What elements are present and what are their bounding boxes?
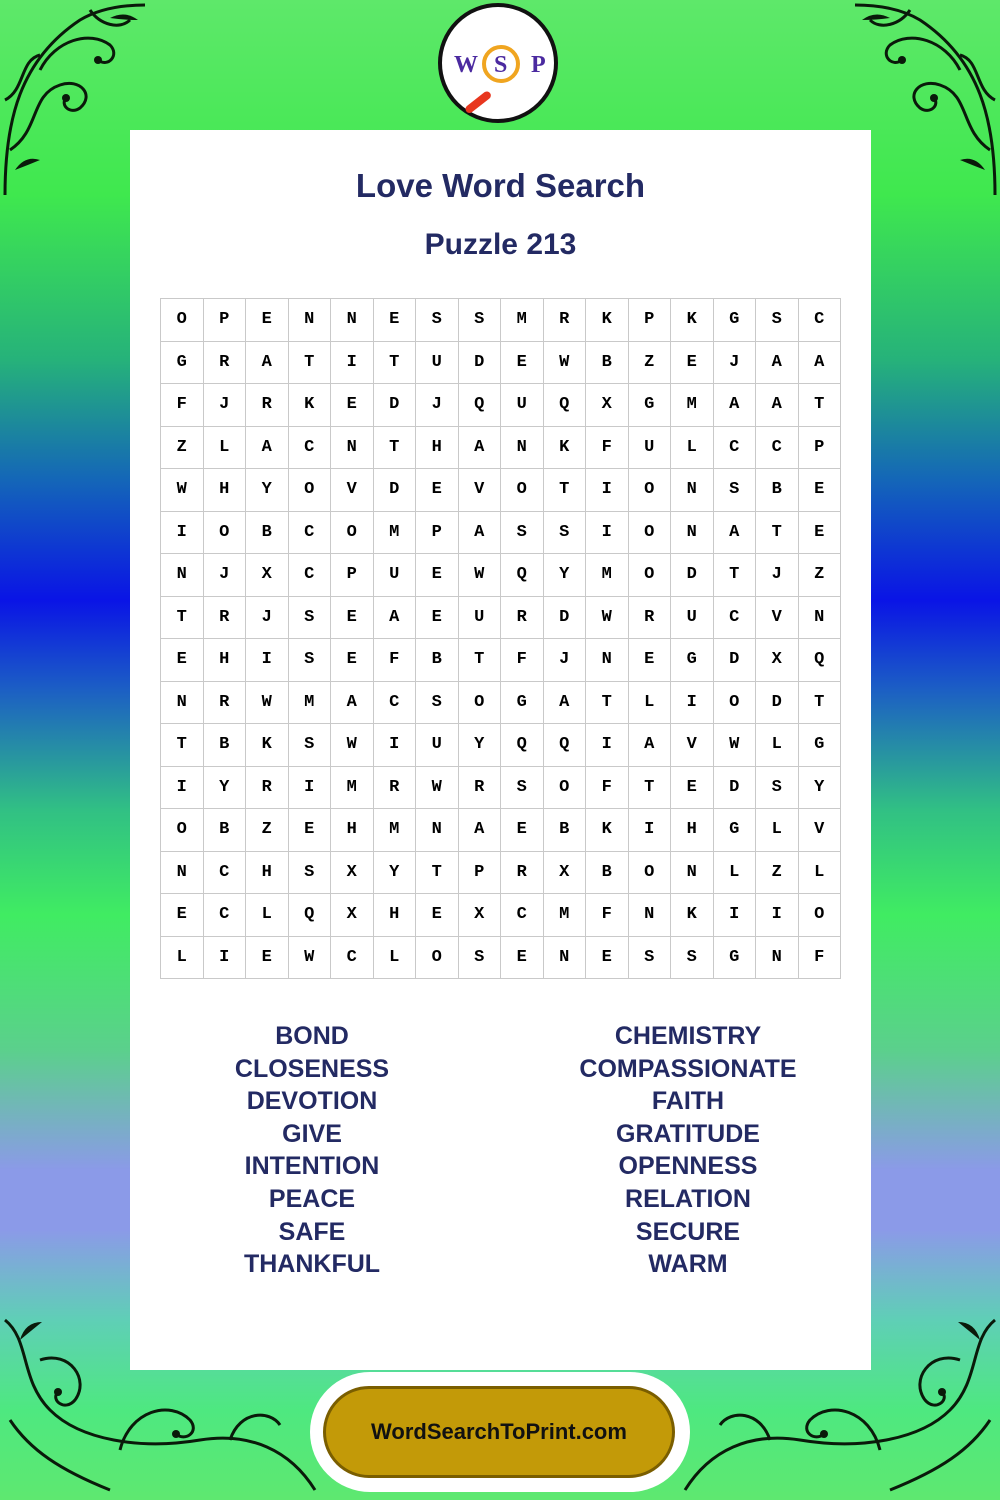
grid-cell[interactable]: E: [671, 342, 714, 385]
word-list-left: [162, 1020, 462, 1281]
grid-cell[interactable]: T: [714, 554, 757, 597]
grid-cell[interactable]: R: [501, 597, 544, 640]
grid-cell[interactable]: B: [204, 724, 247, 767]
grid-cell[interactable]: W: [416, 767, 459, 810]
grid-cell[interactable]: T: [374, 342, 417, 385]
grid-cell[interactable]: T: [161, 597, 204, 640]
grid-cell[interactable]: T: [756, 512, 799, 555]
word-list-item: PEACE: [268, 1184, 356, 1213]
grid-cell[interactable]: V: [756, 597, 799, 640]
grid-cell[interactable]: W: [289, 937, 332, 980]
grid-cell[interactable]: F: [586, 427, 629, 470]
grid-cell[interactable]: A: [714, 384, 757, 427]
grid-cell[interactable]: O: [629, 554, 672, 597]
grid-cell[interactable]: E: [416, 894, 459, 937]
grid-cell[interactable]: B: [586, 852, 629, 895]
grid-cell[interactable]: O: [629, 852, 672, 895]
word-list-item: OPENNESS: [618, 1152, 758, 1181]
grid-cell[interactable]: F: [586, 894, 629, 937]
grid-cell[interactable]: E: [629, 639, 672, 682]
grid-cell[interactable]: L: [799, 852, 842, 895]
puzzle-number: Puzzle 213: [424, 228, 577, 261]
grid-cell[interactable]: S: [289, 597, 332, 640]
grid-cell[interactable]: U: [374, 554, 417, 597]
grid-cell[interactable]: D: [374, 384, 417, 427]
grid-cell[interactable]: L: [629, 682, 672, 725]
word-list-item: BOND: [275, 1022, 349, 1050]
grid-cell[interactable]: E: [246, 299, 289, 342]
grid-cell[interactable]: S: [501, 512, 544, 555]
grid-cell[interactable]: K: [586, 299, 629, 342]
grid-cell[interactable]: O: [714, 682, 757, 725]
grid-cell[interactable]: E: [671, 767, 714, 810]
grid-cell[interactable]: V: [459, 469, 502, 512]
grid-cell[interactable]: I: [204, 937, 247, 980]
grid-cell[interactable]: A: [459, 809, 502, 852]
grid-cell[interactable]: M: [289, 682, 332, 725]
grid-cell[interactable]: Y: [204, 767, 247, 810]
grid-cell[interactable]: N: [416, 809, 459, 852]
grid-cell[interactable]: R: [459, 767, 502, 810]
grid-cell[interactable]: J: [756, 554, 799, 597]
grid-cell[interactable]: S: [714, 469, 757, 512]
grid-cell[interactable]: J: [714, 342, 757, 385]
puzzle-sheet: [130, 130, 871, 1370]
grid-cell[interactable]: H: [204, 639, 247, 682]
grid-cell[interactable]: S: [416, 299, 459, 342]
grid-cell[interactable]: G: [501, 682, 544, 725]
grid-cell[interactable]: D: [714, 639, 757, 682]
grid-cell[interactable]: C: [714, 427, 757, 470]
grid-cell[interactable]: F: [374, 639, 417, 682]
grid-cell[interactable]: A: [459, 512, 502, 555]
grid-cell[interactable]: I: [586, 512, 629, 555]
logo-letter-p: P: [531, 52, 546, 78]
grid-cell[interactable]: G: [161, 342, 204, 385]
grid-cell[interactable]: S: [544, 512, 587, 555]
grid-cell[interactable]: T: [629, 767, 672, 810]
grid-cell[interactable]: P: [799, 427, 842, 470]
grid-cell[interactable]: E: [501, 937, 544, 980]
grid-cell[interactable]: R: [374, 767, 417, 810]
grid-cell[interactable]: Y: [799, 767, 842, 810]
grid-cell[interactable]: K: [289, 384, 332, 427]
grid-cell[interactable]: D: [671, 554, 714, 597]
word-list-item: THANKFUL: [243, 1250, 381, 1279]
grid-cell[interactable]: C: [756, 427, 799, 470]
grid-cell[interactable]: I: [161, 512, 204, 555]
grid-cell[interactable]: T: [459, 639, 502, 682]
grid-cell[interactable]: X: [756, 639, 799, 682]
grid-cell[interactable]: W: [586, 597, 629, 640]
grid-cell[interactable]: E: [374, 299, 417, 342]
grid-cell[interactable]: E: [331, 639, 374, 682]
grid-cell[interactable]: K: [671, 894, 714, 937]
grid-cell[interactable]: A: [756, 384, 799, 427]
grid-cell[interactable]: V: [331, 469, 374, 512]
grid-cell[interactable]: C: [374, 682, 417, 725]
grid-cell[interactable]: O: [799, 894, 842, 937]
grid-cell[interactable]: J: [416, 384, 459, 427]
grid-cell[interactable]: H: [671, 809, 714, 852]
grid-cell[interactable]: I: [331, 342, 374, 385]
grid-cell[interactable]: X: [246, 554, 289, 597]
word-list-item: RELATION: [625, 1184, 751, 1213]
grid-cell[interactable]: S: [289, 639, 332, 682]
grid-cell[interactable]: P: [459, 852, 502, 895]
grid-cell[interactable]: C: [714, 597, 757, 640]
grid-cell[interactable]: C: [204, 894, 247, 937]
logo-letter-w: W: [454, 52, 478, 78]
grid-cell[interactable]: D: [756, 682, 799, 725]
word-list-item: GRATITUDE: [616, 1119, 760, 1148]
grid-cell[interactable]: C: [289, 512, 332, 555]
letter-grid: [160, 298, 841, 979]
grid-cell[interactable]: G: [799, 724, 842, 767]
grid-cell[interactable]: W: [331, 724, 374, 767]
grid-cell[interactable]: E: [416, 469, 459, 512]
grid-cell[interactable]: E: [161, 894, 204, 937]
grid-cell[interactable]: W: [544, 342, 587, 385]
grid-cell[interactable]: E: [501, 809, 544, 852]
grid-cell[interactable]: S: [459, 937, 502, 980]
grid-cell[interactable]: R: [246, 767, 289, 810]
word-list-item: COMPASSIONATE: [579, 1054, 797, 1083]
grid-cell[interactable]: S: [459, 299, 502, 342]
grid-cell[interactable]: U: [671, 597, 714, 640]
grid-cell[interactable]: Y: [459, 724, 502, 767]
grid-cell[interactable]: Z: [756, 852, 799, 895]
grid-cell[interactable]: K: [586, 809, 629, 852]
grid-cell[interactable]: Z: [246, 809, 289, 852]
grid-cell[interactable]: E: [416, 554, 459, 597]
grid-cell[interactable]: C: [289, 427, 332, 470]
grid-cell[interactable]: I: [586, 724, 629, 767]
grid-cell[interactable]: S: [289, 852, 332, 895]
grid-cell[interactable]: Q: [289, 894, 332, 937]
grid-cell[interactable]: U: [416, 342, 459, 385]
grid-cell[interactable]: T: [416, 852, 459, 895]
word-list-item: WARM: [648, 1250, 728, 1279]
grid-cell[interactable]: N: [586, 639, 629, 682]
grid-cell[interactable]: N: [161, 682, 204, 725]
grid-cell[interactable]: G: [714, 937, 757, 980]
grid-cell[interactable]: E: [416, 597, 459, 640]
corner-ornament-top-left: [0, 0, 150, 200]
grid-cell[interactable]: B: [756, 469, 799, 512]
word-list-item: INTENTION: [244, 1152, 380, 1181]
grid-cell[interactable]: C: [204, 852, 247, 895]
grid-cell[interactable]: D: [714, 767, 757, 810]
grid-cell[interactable]: O: [289, 469, 332, 512]
grid-cell[interactable]: P: [331, 554, 374, 597]
grid-cell[interactable]: E: [501, 342, 544, 385]
site-logo[interactable]: [438, 3, 558, 123]
grid-cell[interactable]: B: [204, 809, 247, 852]
grid-cell[interactable]: N: [501, 427, 544, 470]
grid-cell[interactable]: Y: [374, 852, 417, 895]
grid-cell[interactable]: I: [586, 469, 629, 512]
grid-cell[interactable]: L: [204, 427, 247, 470]
grid-cell[interactable]: W: [161, 469, 204, 512]
grid-cell[interactable]: R: [544, 299, 587, 342]
word-list-right: [538, 1020, 838, 1281]
grid-cell[interactable]: T: [799, 682, 842, 725]
grid-cell[interactable]: O: [161, 299, 204, 342]
grid-cell[interactable]: F: [161, 384, 204, 427]
grid-cell[interactable]: X: [331, 894, 374, 937]
grid-cell[interactable]: O: [204, 512, 247, 555]
grid-cell[interactable]: N: [544, 937, 587, 980]
word-list-item: CLOSENESS: [234, 1054, 390, 1083]
grid-cell[interactable]: B: [416, 639, 459, 682]
grid-cell[interactable]: E: [246, 937, 289, 980]
grid-cell[interactable]: U: [416, 724, 459, 767]
grid-cell[interactable]: J: [544, 639, 587, 682]
grid-cell[interactable]: N: [161, 554, 204, 597]
grid-cell[interactable]: A: [714, 512, 757, 555]
grid-cell[interactable]: I: [374, 724, 417, 767]
grid-cell[interactable]: R: [204, 597, 247, 640]
grid-cell[interactable]: U: [459, 597, 502, 640]
grid-cell[interactable]: W: [246, 682, 289, 725]
grid-cell[interactable]: Q: [459, 384, 502, 427]
grid-cell[interactable]: P: [629, 299, 672, 342]
grid-cell[interactable]: N: [671, 469, 714, 512]
grid-cell[interactable]: S: [629, 937, 672, 980]
grid-cell[interactable]: G: [714, 299, 757, 342]
grid-cell[interactable]: B: [246, 512, 289, 555]
grid-cell[interactable]: N: [671, 852, 714, 895]
grid-cell[interactable]: A: [374, 597, 417, 640]
grid-cell[interactable]: P: [416, 512, 459, 555]
grid-cell[interactable]: V: [799, 809, 842, 852]
grid-cell[interactable]: N: [671, 512, 714, 555]
grid-cell[interactable]: Y: [246, 469, 289, 512]
word-list-item: CHEMISTRY: [614, 1022, 762, 1050]
grid-cell[interactable]: I: [714, 894, 757, 937]
grid-cell[interactable]: M: [331, 767, 374, 810]
grid-cell[interactable]: N: [799, 597, 842, 640]
grid-cell[interactable]: Q: [544, 384, 587, 427]
grid-cell[interactable]: A: [246, 342, 289, 385]
grid-cell[interactable]: S: [671, 937, 714, 980]
grid-cell[interactable]: D: [374, 469, 417, 512]
grid-cell[interactable]: I: [289, 767, 332, 810]
grid-cell[interactable]: D: [544, 597, 587, 640]
grid-cell[interactable]: K: [671, 299, 714, 342]
grid-cell[interactable]: S: [756, 299, 799, 342]
word-list-item: DEVOTION: [246, 1087, 378, 1116]
grid-cell[interactable]: S: [756, 767, 799, 810]
grid-cell[interactable]: A: [544, 682, 587, 725]
grid-cell[interactable]: E: [799, 469, 842, 512]
grid-cell[interactable]: O: [501, 469, 544, 512]
grid-cell[interactable]: N: [629, 894, 672, 937]
grid-cell[interactable]: T: [586, 682, 629, 725]
grid-cell[interactable]: T: [544, 469, 587, 512]
word-list-item: SAFE: [278, 1217, 346, 1246]
grid-cell[interactable]: U: [629, 427, 672, 470]
grid-cell[interactable]: R: [246, 384, 289, 427]
grid-cell[interactable]: F: [586, 767, 629, 810]
word-list-item: GIVE: [282, 1119, 342, 1148]
grid-cell[interactable]: L: [374, 937, 417, 980]
grid-cell[interactable]: H: [416, 427, 459, 470]
grid-cell[interactable]: Y: [544, 554, 587, 597]
word-list-item: FAITH: [651, 1087, 725, 1116]
grid-cell[interactable]: C: [331, 937, 374, 980]
page-title: Love Word Search: [355, 167, 646, 204]
grid-cell[interactable]: H: [374, 894, 417, 937]
grid-cell[interactable]: O: [629, 512, 672, 555]
grid-cell[interactable]: N: [161, 852, 204, 895]
grid-cell[interactable]: A: [756, 342, 799, 385]
grid-cell[interactable]: O: [416, 937, 459, 980]
grid-cell[interactable]: B: [544, 809, 587, 852]
grid-cell[interactable]: A: [629, 724, 672, 767]
grid-cell[interactable]: O: [331, 512, 374, 555]
word-list-item: SECURE: [635, 1217, 741, 1246]
grid-cell[interactable]: L: [161, 937, 204, 980]
magnifier-handle: [464, 90, 493, 115]
grid-cell[interactable]: C: [501, 894, 544, 937]
grid-cell[interactable]: F: [799, 937, 842, 980]
grid-cell[interactable]: T: [799, 384, 842, 427]
grid-cell[interactable]: J: [246, 597, 289, 640]
grid-cell[interactable]: E: [161, 639, 204, 682]
corner-ornament-top-right: [850, 0, 1000, 200]
grid-cell[interactable]: U: [501, 384, 544, 427]
grid-cell[interactable]: N: [331, 299, 374, 342]
grid-cell[interactable]: R: [629, 597, 672, 640]
grid-cell[interactable]: T: [374, 427, 417, 470]
grid-cell[interactable]: W: [714, 724, 757, 767]
grid-cell[interactable]: Z: [161, 427, 204, 470]
grid-cell[interactable]: Q: [501, 724, 544, 767]
grid-cell[interactable]: E: [331, 384, 374, 427]
grid-cell[interactable]: E: [586, 937, 629, 980]
grid-cell[interactable]: O: [459, 682, 502, 725]
logo-letter-s: S: [494, 52, 508, 78]
grid-cell[interactable]: L: [756, 809, 799, 852]
grid-cell[interactable]: T: [289, 342, 332, 385]
grid-cell[interactable]: X: [459, 894, 502, 937]
grid-cell[interactable]: M: [374, 512, 417, 555]
grid-cell[interactable]: N: [331, 427, 374, 470]
grid-cell[interactable]: D: [459, 342, 502, 385]
grid-cell[interactable]: I: [161, 767, 204, 810]
grid-cell[interactable]: I: [756, 894, 799, 937]
grid-cell[interactable]: H: [204, 469, 247, 512]
grid-cell[interactable]: C: [799, 299, 842, 342]
grid-cell[interactable]: X: [331, 852, 374, 895]
grid-cell[interactable]: K: [246, 724, 289, 767]
grid-cell[interactable]: L: [246, 894, 289, 937]
grid-cell[interactable]: L: [714, 852, 757, 895]
grid-cell[interactable]: I: [671, 682, 714, 725]
grid-cell[interactable]: R: [204, 342, 247, 385]
grid-cell[interactable]: M: [544, 894, 587, 937]
site-link-button[interactable]: WordSearchToPrint.com: [323, 1386, 675, 1478]
grid-cell[interactable]: A: [799, 342, 842, 385]
grid-cell[interactable]: M: [501, 299, 544, 342]
grid-cell[interactable]: V: [671, 724, 714, 767]
grid-cell[interactable]: X: [544, 852, 587, 895]
grid-cell[interactable]: L: [671, 427, 714, 470]
grid-cell[interactable]: E: [799, 512, 842, 555]
grid-cell[interactable]: B: [586, 342, 629, 385]
grid-cell[interactable]: S: [416, 682, 459, 725]
grid-cell[interactable]: G: [671, 639, 714, 682]
grid-cell[interactable]: J: [204, 554, 247, 597]
grid-cell[interactable]: F: [501, 639, 544, 682]
grid-cell[interactable]: Q: [501, 554, 544, 597]
grid-cell[interactable]: N: [756, 937, 799, 980]
grid-cell[interactable]: P: [204, 299, 247, 342]
grid-cell[interactable]: E: [331, 597, 374, 640]
grid-cell[interactable]: M: [374, 809, 417, 852]
grid-cell[interactable]: I: [629, 809, 672, 852]
grid-cell[interactable]: I: [246, 639, 289, 682]
grid-cell[interactable]: S: [289, 724, 332, 767]
grid-cell[interactable]: Z: [629, 342, 672, 385]
grid-cell[interactable]: M: [671, 384, 714, 427]
grid-cell[interactable]: Z: [799, 554, 842, 597]
grid-cell[interactable]: R: [204, 682, 247, 725]
grid-cell[interactable]: A: [331, 682, 374, 725]
grid-cell[interactable]: C: [289, 554, 332, 597]
grid-cell[interactable]: A: [459, 427, 502, 470]
grid-cell[interactable]: H: [331, 809, 374, 852]
grid-cell[interactable]: R: [501, 852, 544, 895]
grid-cell[interactable]: K: [544, 427, 587, 470]
grid-cell[interactable]: Q: [544, 724, 587, 767]
grid-cell[interactable]: S: [501, 767, 544, 810]
grid-cell[interactable]: L: [756, 724, 799, 767]
grid-cell[interactable]: O: [544, 767, 587, 810]
grid-cell[interactable]: T: [161, 724, 204, 767]
grid-cell[interactable]: G: [714, 809, 757, 852]
grid-cell[interactable]: H: [246, 852, 289, 895]
grid-cell[interactable]: J: [204, 384, 247, 427]
grid-cell[interactable]: E: [289, 809, 332, 852]
grid-cell[interactable]: A: [246, 427, 289, 470]
grid-cell[interactable]: W: [459, 554, 502, 597]
grid-cell[interactable]: N: [289, 299, 332, 342]
grid-cell[interactable]: O: [629, 469, 672, 512]
grid-cell[interactable]: O: [161, 809, 204, 852]
grid-cell[interactable]: Q: [799, 639, 842, 682]
grid-cell[interactable]: M: [586, 554, 629, 597]
grid-cell[interactable]: G: [629, 384, 672, 427]
grid-cell[interactable]: X: [586, 384, 629, 427]
